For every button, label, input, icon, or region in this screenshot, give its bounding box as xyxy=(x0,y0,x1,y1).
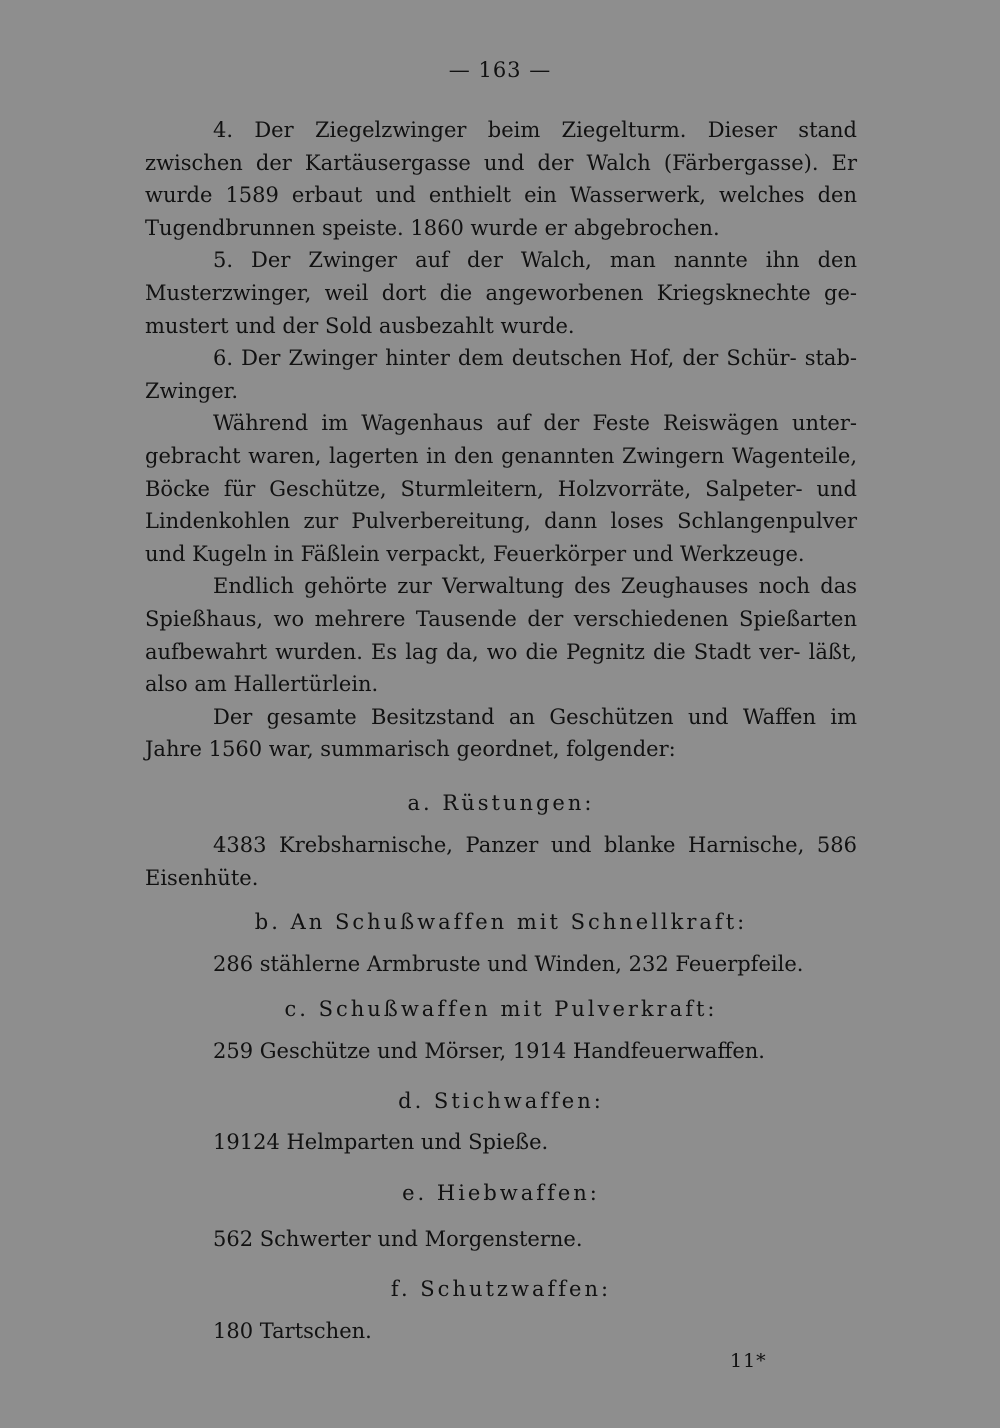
section-heading-stichwaffen: d. Stichwaffen: xyxy=(398,1089,604,1113)
section-text-hiebwaffen xyxy=(145,1223,857,1256)
paragraph-besitzstand: Der gesamte Besitzstand an Geschützen und Waffen im Jahre 1560 war, summarisch geordnet, folgender: xyxy=(145,704,857,762)
section-item: 562 Schwerter und Morgensterne. xyxy=(213,1227,583,1251)
section-heading-hiebwaffen: e. Hiebwaffen: xyxy=(402,1181,600,1205)
section-text-stichwaffen xyxy=(145,1126,857,1159)
section-item: 259 Geschütze und Mörser, 1914 Handfeuerwaffen. xyxy=(213,1039,765,1063)
section-text-schutzwaffen xyxy=(145,1315,857,1348)
printer-signature-mark: 11* xyxy=(730,1350,767,1372)
section-item: 4383 Krebsharnische, Panzer und blanke Harnische, 586 Eisenhüte. xyxy=(145,833,857,890)
section-item: 180 Tartschen. xyxy=(213,1319,372,1343)
main-text-block xyxy=(145,114,857,766)
section-heading-ruestungen: a. Rüstungen: xyxy=(407,791,595,815)
section-text-schnellkraft xyxy=(145,948,857,981)
paragraph-spiesshaus: Endlich gehörte zur Verwaltung des Zeughauses noch das Spießhaus, wo mehrere Tausende der verschiedenen Spießarten aufbewahrt wurden. Es lag da, wo die Pegnitz die Stadt ver- läßt, also am Hallertürlein. xyxy=(145,574,857,697)
paragraph-musterzwinger: 5. Der Zwinger auf der Walch, man nannte ihn den Musterzwinger, weil dort die angeworbenen Kriegsknechte ge- mustert und der Sold ausbezahlt wurde. xyxy=(145,248,857,338)
paragraph-schuerstab-zwinger: 6. Der Zwinger hinter dem deutschen Hof, der Schür- stab-Zwinger. xyxy=(145,346,857,403)
section-text-pulverkraft xyxy=(145,1035,857,1068)
section-heading-schnellkraft: b. An Schußwaffen mit Schnellkraft: xyxy=(254,910,748,934)
section-item: 286 stählerne Armbruste und Winden, 232 Feuerpfeile. xyxy=(213,952,804,976)
paragraph-ziegelzwinger: 4. Der Ziegelzwinger beim Ziegelturm. Dieser stand zwischen der Kartäusergasse und der Walch (Färbergasse). Er wurde 1589 erbaut und enthielt ein Wasserwerk, welches den Tugendbrunnen speiste. 1860 wurde er abgebrochen. xyxy=(145,118,857,240)
page-number: — 163 — xyxy=(448,58,552,82)
section-heading-schutzwaffen: f. Schutzwaffen: xyxy=(390,1277,612,1301)
section-item: 19124 Helmparten und Spieße. xyxy=(213,1130,549,1154)
paragraph-wagenhaus: Während im Wagenhaus auf der Feste Reiswägen unter- gebracht waren, lagerten in den genannten Zwingern Wagenteile, Böcke für Geschütze, Sturmleitern, Holzvorräte, Salpeter- und Lindenkohlen zur Pulverbereitung, dann loses Schlangenpulver und Kugeln in Fäßlein verpackt, Feuerkörper und Werkzeuge. xyxy=(145,411,857,566)
section-text-ruestungen xyxy=(145,829,857,895)
section-heading-pulverkraft: c. Schußwaffen mit Pulverkraft: xyxy=(284,997,718,1021)
